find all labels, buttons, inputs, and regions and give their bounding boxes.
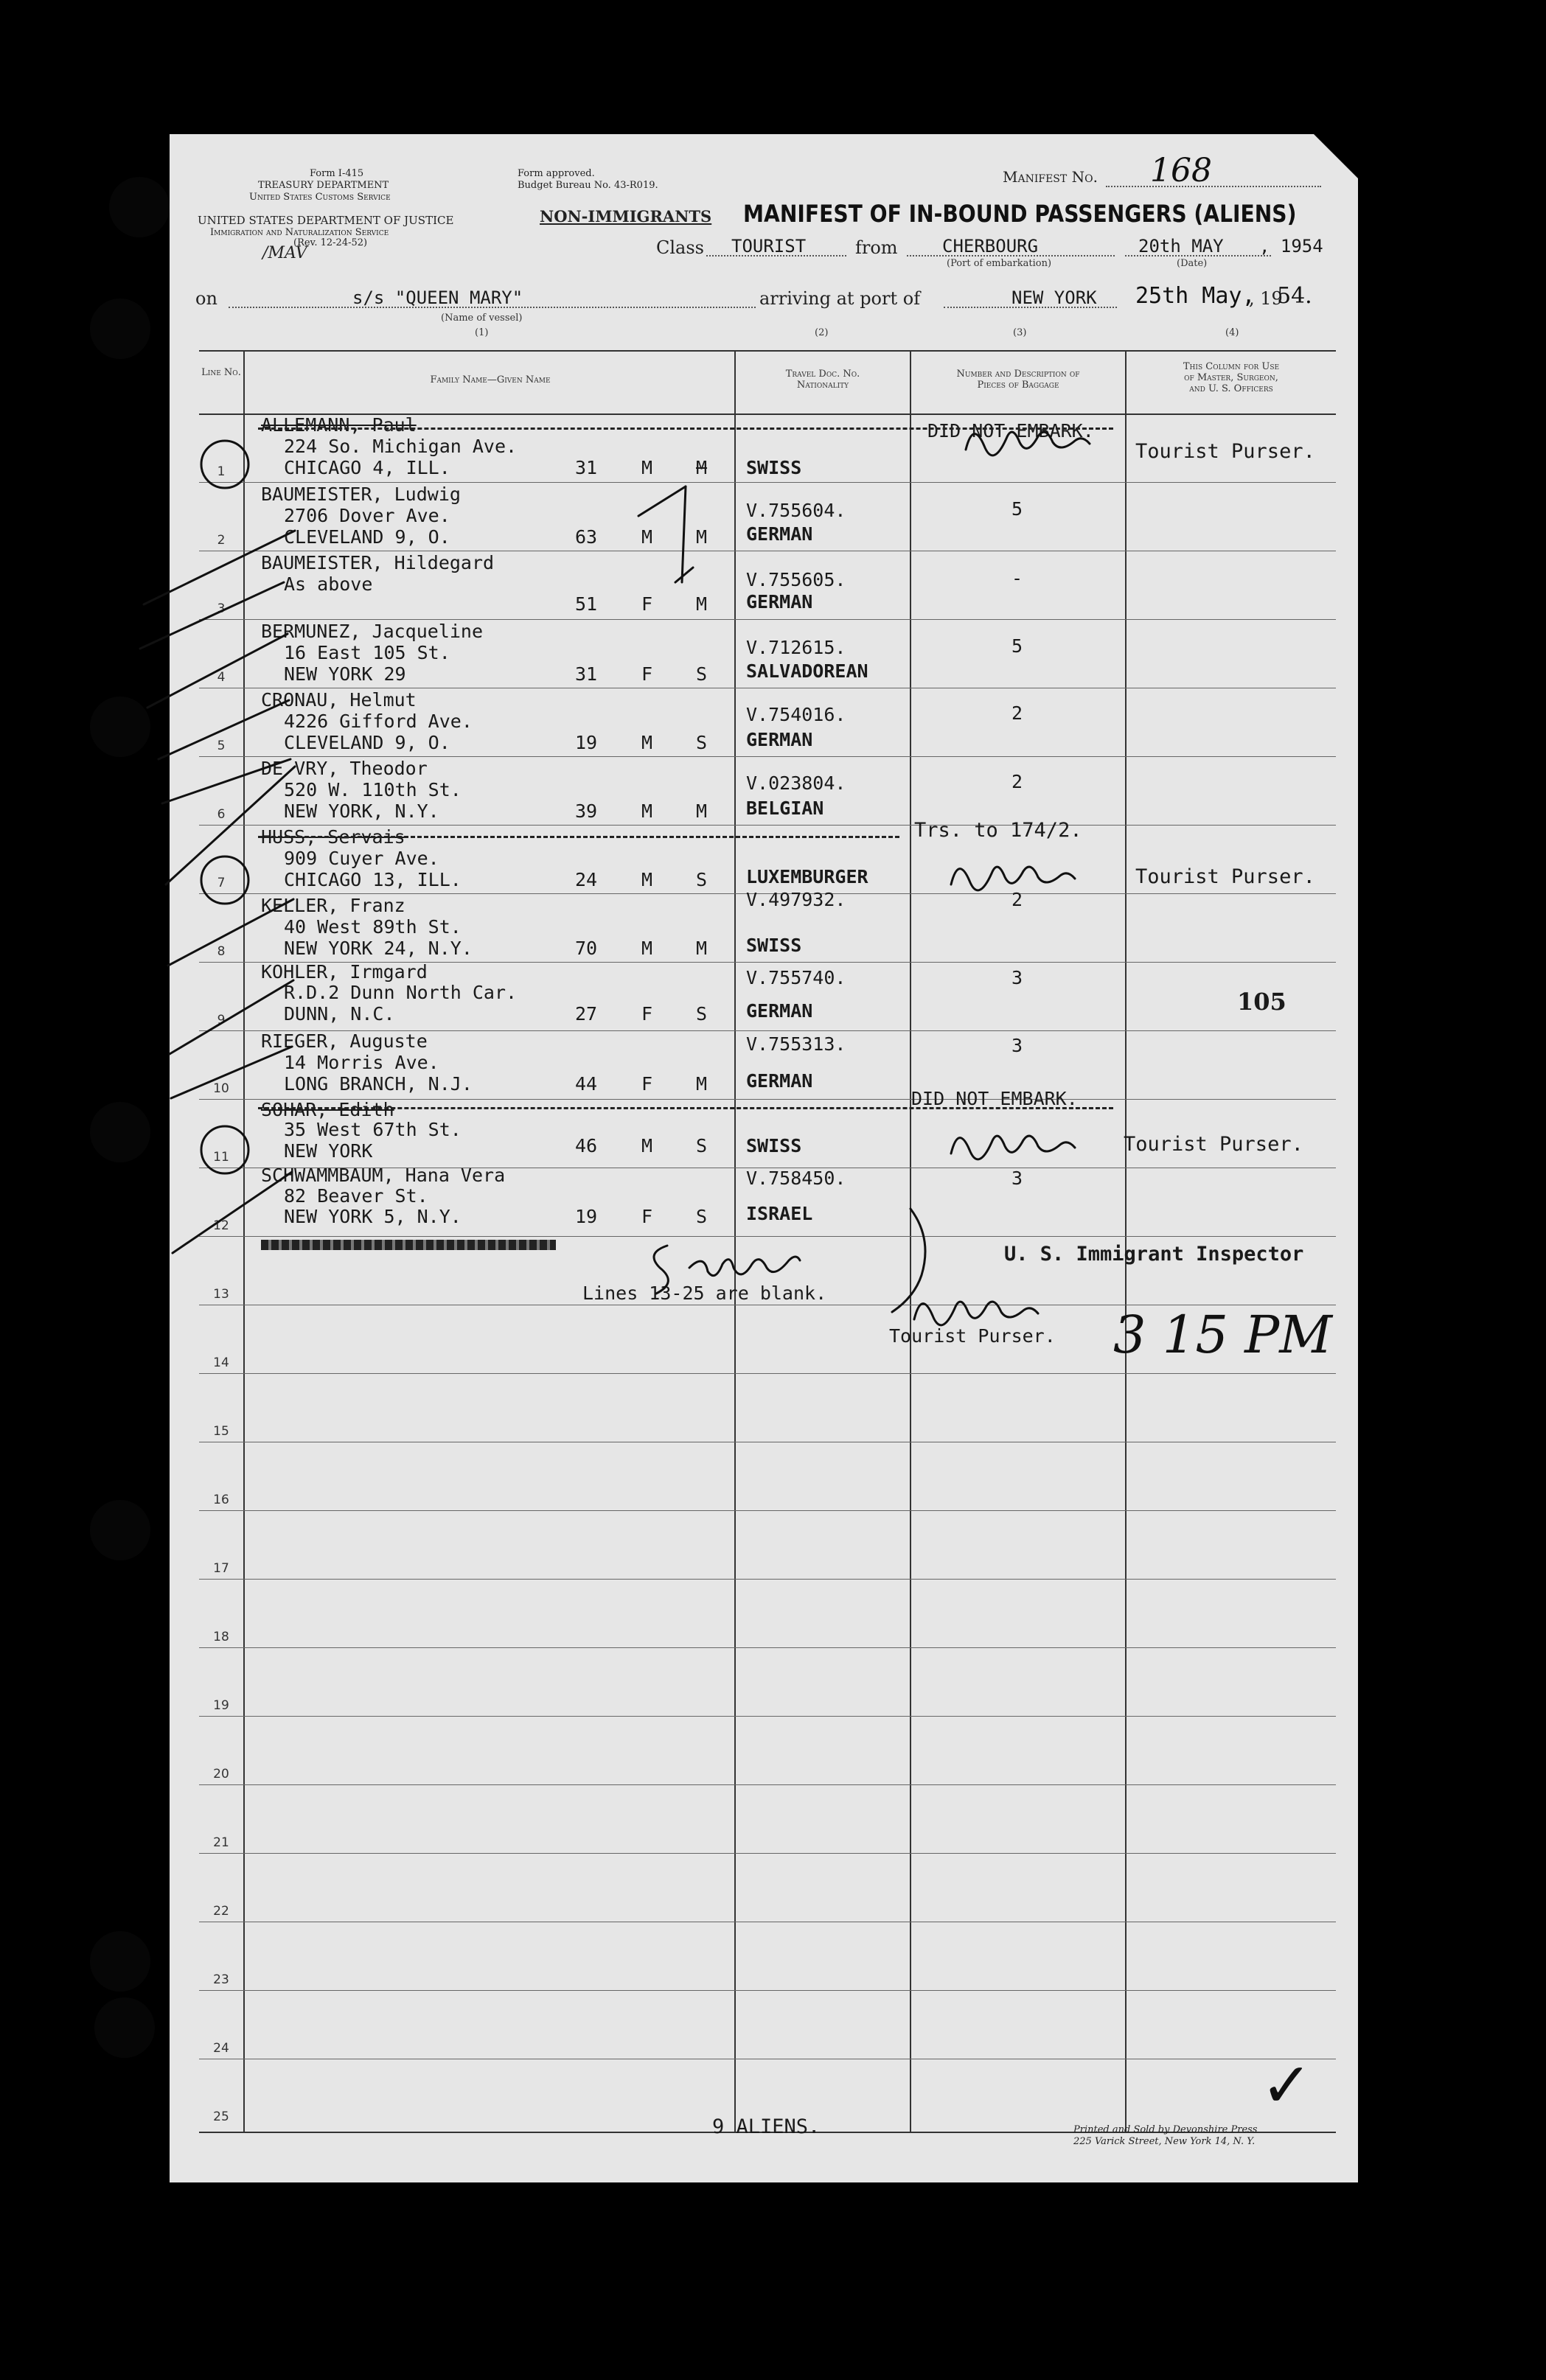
passenger-age: 39 bbox=[575, 800, 598, 822]
baggage-count: 2 bbox=[1011, 889, 1023, 910]
passenger-marital: S bbox=[696, 1135, 708, 1156]
baggage-count: 3 bbox=[1011, 967, 1023, 988]
passenger-city: LONG BRANCH, N.J. bbox=[284, 1073, 473, 1095]
arriving-label: arriving at port of bbox=[759, 288, 921, 309]
passenger-sex: F bbox=[641, 593, 653, 615]
time-stamp: 3 15 PM bbox=[1113, 1305, 1332, 1365]
passenger-sex: F bbox=[641, 1206, 653, 1227]
passenger-city: NEW YORK bbox=[284, 1140, 373, 1162]
passenger-address: 82 Beaver St. bbox=[284, 1185, 428, 1207]
date-value: 20th MAY bbox=[1138, 236, 1224, 257]
col-header-officers-3: and U. S. Officers bbox=[1189, 383, 1273, 394]
revision: (Rev. 12-24-52) bbox=[293, 237, 368, 248]
passenger-age: 31 bbox=[575, 457, 598, 478]
officer-note: Tourist Purser. bbox=[1135, 440, 1315, 463]
col-header-officers-1: This Column for Use bbox=[1183, 361, 1280, 372]
passenger-name: KELLER, Franz bbox=[261, 895, 405, 916]
passenger-age: 19 bbox=[575, 1206, 598, 1227]
class-value: TOURIST bbox=[731, 236, 807, 257]
line-number: 9 bbox=[217, 1013, 226, 1027]
col-num-1: (1) bbox=[475, 327, 489, 338]
passenger-marital: M bbox=[696, 593, 708, 615]
printer-line-2: 225 Varick Street, New York 14, N. Y. bbox=[1073, 2136, 1256, 2147]
line-circle bbox=[201, 856, 248, 904]
passenger-nationality: GERMAN bbox=[746, 1070, 813, 1092]
passenger-nationality: GERMAN bbox=[746, 1000, 813, 1022]
travel-doc: V.755604. bbox=[746, 500, 846, 521]
passenger-sex: F bbox=[641, 1003, 653, 1025]
passenger-address: 35 West 67th St. bbox=[284, 1119, 462, 1140]
line-number: 15 bbox=[213, 1424, 229, 1439]
officer-number: 105 bbox=[1237, 988, 1286, 1016]
baggage-count: 5 bbox=[1011, 635, 1023, 657]
signature-mark bbox=[966, 432, 1090, 456]
line-number: 11 bbox=[213, 1150, 229, 1165]
passenger-marital: M bbox=[696, 800, 708, 822]
baggage-count: 5 bbox=[1011, 498, 1023, 520]
port-value: NEW YORK bbox=[1011, 287, 1097, 308]
passenger-city: CHICAGO 4, ILL. bbox=[284, 457, 450, 478]
passenger-marital: M bbox=[696, 938, 708, 959]
baggage-count: 2 bbox=[1011, 702, 1023, 724]
passenger-name: BAUMEISTER, Ludwig bbox=[261, 484, 461, 505]
col-header-baggage-2: Pieces of Baggage bbox=[977, 380, 1059, 391]
travel-doc: V.758450. bbox=[746, 1168, 846, 1189]
signature-mark bbox=[951, 867, 1075, 890]
col-header-baggage-1: Number and Description of bbox=[956, 369, 1080, 380]
baggage-note: DID NOT EMBARK. bbox=[927, 420, 1094, 442]
col-num-2: (2) bbox=[815, 327, 829, 338]
passenger-address: R.D.2 Dunn North Car. bbox=[284, 982, 518, 1003]
check-tick bbox=[675, 568, 693, 582]
line-number: 17 bbox=[213, 1561, 229, 1576]
passenger-nationality: SWISS bbox=[746, 935, 802, 956]
vessel-caption: (Name of vessel) bbox=[441, 313, 523, 324]
port-caption: (Port of embarkation) bbox=[947, 258, 1052, 269]
baggage-count: - bbox=[1011, 568, 1023, 589]
travel-doc: V.497932. bbox=[746, 889, 846, 910]
margin-tick bbox=[162, 759, 290, 803]
col-num-4: (4) bbox=[1225, 327, 1239, 338]
passenger-name: SOHAR, Edith bbox=[261, 1099, 394, 1120]
passenger-age: 24 bbox=[575, 869, 598, 890]
line-number: 4 bbox=[217, 670, 226, 685]
manifest-number: 168 bbox=[1150, 152, 1212, 189]
col-header-travel-1: Travel Doc. No. bbox=[785, 369, 860, 380]
margin-tick bbox=[159, 700, 289, 759]
passenger-name: DE VRY, Theodor bbox=[261, 758, 428, 779]
budget-bureau: Budget Bureau No. 43-R019. bbox=[518, 180, 658, 191]
baggage-count: 2 bbox=[1011, 771, 1023, 792]
arrival-year: 54. bbox=[1277, 283, 1312, 309]
passenger-name: KOHLER, Irmgard bbox=[261, 961, 428, 983]
class-label: Class bbox=[656, 237, 704, 258]
travel-doc: V.755740. bbox=[746, 967, 846, 988]
passenger-sex: M bbox=[641, 869, 653, 890]
line-number: 6 bbox=[217, 807, 226, 822]
passenger-address: 2706 Dover Ave. bbox=[284, 505, 450, 526]
passenger-sex: M bbox=[641, 800, 653, 822]
passenger-marital: M bbox=[696, 1073, 708, 1095]
baggage-count: 3 bbox=[1011, 1168, 1023, 1189]
line-number: 10 bbox=[213, 1081, 229, 1096]
passenger-address: 14 Morris Ave. bbox=[284, 1052, 439, 1073]
customs-service: United States Customs Service bbox=[249, 192, 391, 203]
signature-mark bbox=[951, 1136, 1075, 1159]
passenger-sex: F bbox=[641, 663, 653, 685]
passenger-nationality: LUXEMBURGER bbox=[746, 866, 868, 887]
passenger-city: CLEVELAND 9, O. bbox=[284, 526, 450, 548]
non-immigrants: NON-IMMIGRANTS bbox=[540, 207, 712, 226]
passenger-name: HUSS, Servais bbox=[261, 826, 405, 848]
form-number: Form I-415 bbox=[310, 168, 364, 179]
margin-tick bbox=[147, 634, 288, 708]
passenger-age: 70 bbox=[575, 938, 598, 959]
passenger-marital: M bbox=[696, 457, 708, 478]
margin-tick bbox=[166, 767, 295, 884]
officer-note: Tourist Purser. bbox=[1135, 865, 1315, 888]
passenger-nationality: GERMAN bbox=[746, 729, 813, 750]
line-number: 12 bbox=[213, 1218, 229, 1233]
form-approved: Form approved. bbox=[518, 168, 595, 179]
passenger-sex: M bbox=[641, 526, 653, 548]
passenger-sex: M bbox=[641, 732, 653, 753]
passenger-name: BAUMEISTER, Hildegard bbox=[261, 552, 495, 573]
check-mark: ✓ bbox=[1261, 2049, 1313, 2121]
passenger-sex: M bbox=[641, 457, 653, 478]
passenger-sex: F bbox=[641, 1073, 653, 1095]
col-header-line: Line No. bbox=[201, 367, 241, 378]
travel-doc: V.712615. bbox=[746, 637, 846, 658]
passenger-name: BERMUNEZ, Jacqueline bbox=[261, 621, 484, 642]
passenger-nationality: GERMAN bbox=[746, 591, 813, 613]
line-number: 14 bbox=[213, 1355, 229, 1370]
check-tick bbox=[682, 486, 686, 582]
line-number: 16 bbox=[213, 1493, 229, 1507]
line-number: 2 bbox=[217, 533, 226, 548]
aliens-count: 9 ALIENS. bbox=[712, 2115, 821, 2138]
passenger-age: 31 bbox=[575, 663, 598, 685]
passenger-marital: S bbox=[696, 663, 708, 685]
passenger-nationality: SWISS bbox=[746, 457, 802, 478]
signature-mark bbox=[654, 1209, 925, 1312]
passenger-age: 46 bbox=[575, 1135, 598, 1156]
passenger-nationality: SWISS bbox=[746, 1135, 802, 1156]
baggage-note: Trs. to 174/2. bbox=[914, 819, 1082, 842]
passenger-marital: M bbox=[696, 526, 708, 548]
line-number: 5 bbox=[217, 739, 226, 753]
line-number: 25 bbox=[213, 2109, 229, 2124]
line-number: 18 bbox=[213, 1630, 229, 1644]
signature-mark bbox=[914, 1302, 1038, 1325]
passenger-sex: M bbox=[641, 938, 653, 959]
year-value: , 1954 bbox=[1259, 236, 1323, 257]
passenger-marital: S bbox=[696, 732, 708, 753]
line-number: 13 bbox=[213, 1287, 229, 1302]
passenger-name: CRONAU, Helmut bbox=[261, 689, 417, 711]
line-number: 7 bbox=[217, 876, 226, 890]
line-number: 23 bbox=[213, 1972, 229, 1987]
passenger-address: 4226 Gifford Ave. bbox=[284, 711, 473, 732]
manifest-title: MANIFEST OF IN-BOUND PASSENGERS (ALIENS) bbox=[743, 200, 1297, 228]
col-header-travel-2: Nationality bbox=[796, 380, 849, 391]
passenger-marital: S bbox=[696, 1206, 708, 1227]
passenger-age: 44 bbox=[575, 1073, 598, 1095]
passenger-nationality: BELGIAN bbox=[746, 798, 824, 819]
passenger-address: 909 Cuyer Ave. bbox=[284, 848, 439, 869]
margin-tick bbox=[168, 899, 293, 966]
margin-tick bbox=[173, 1172, 292, 1253]
passenger-marital: S bbox=[696, 869, 708, 890]
from-value: CHERBOURG bbox=[942, 236, 1039, 257]
on-label: on bbox=[195, 288, 217, 309]
margin-tick bbox=[171, 1047, 292, 1098]
manifest-no-label: Manifest No. bbox=[1003, 168, 1098, 186]
line-number: 21 bbox=[213, 1835, 229, 1850]
margin-tick bbox=[144, 531, 295, 604]
passenger-name: ALLEMANN, Paul bbox=[261, 414, 417, 436]
check-tick bbox=[638, 486, 686, 516]
arrival-date: 25th May, bbox=[1135, 283, 1256, 309]
passenger-name: RIEGER, Auguste bbox=[261, 1030, 428, 1052]
line-number: 22 bbox=[213, 1904, 229, 1919]
line-number: 24 bbox=[213, 2041, 229, 2056]
passenger-address: As above bbox=[284, 573, 373, 595]
line-circle bbox=[201, 1126, 248, 1173]
baggage-note: DID NOT EMBARK. bbox=[911, 1088, 1078, 1109]
lines-blank-note: Lines 13-25 are blank. bbox=[582, 1283, 827, 1304]
passenger-nationality: GERMAN bbox=[746, 523, 813, 545]
officer-note: Tourist Purser. bbox=[1124, 1133, 1303, 1156]
printer-line-1: Printed and Sold by Devonshire Press bbox=[1073, 2124, 1258, 2135]
travel-doc: V.755313. bbox=[746, 1033, 846, 1055]
ins-service: Immigration and Naturalization Service bbox=[210, 227, 389, 238]
treasury-dept: TREASURY DEPARTMENT bbox=[258, 180, 389, 191]
travel-doc: V.023804. bbox=[746, 772, 846, 794]
travel-doc: V.755605. bbox=[746, 569, 846, 590]
baggage-count: 3 bbox=[1011, 1035, 1023, 1056]
line-number: 3 bbox=[217, 601, 226, 616]
passenger-city: NEW YORK 5, N.Y. bbox=[284, 1206, 462, 1227]
line-number: 19 bbox=[213, 1698, 229, 1713]
margin-tick bbox=[140, 582, 284, 649]
from-label: from bbox=[855, 237, 898, 258]
margin-tick bbox=[170, 980, 293, 1054]
passenger-name: SCHWAMMBAUM, Hana Vera bbox=[261, 1165, 506, 1186]
passenger-sex: M bbox=[641, 1135, 653, 1156]
col-num-3: (3) bbox=[1013, 327, 1027, 338]
passenger-nationality: SALVADOREAN bbox=[746, 660, 868, 682]
passenger-city: CLEVELAND 9, O. bbox=[284, 732, 450, 753]
passenger-address: 40 West 89th St. bbox=[284, 916, 462, 938]
justice-dept: UNITED STATES DEPARTMENT OF JUSTICE bbox=[198, 214, 454, 227]
passenger-city: NEW YORK 24, N.Y. bbox=[284, 938, 473, 959]
passenger-age: 27 bbox=[575, 1003, 598, 1025]
passenger-age: 63 bbox=[575, 526, 598, 548]
arrival-year-prefix: , 19 bbox=[1249, 288, 1283, 309]
purser-title: Tourist Purser. bbox=[889, 1325, 1056, 1347]
line-number: 20 bbox=[213, 1767, 229, 1781]
passenger-marital: S bbox=[696, 1003, 708, 1025]
vessel-name: s/s "QUEEN MARY" bbox=[352, 287, 523, 308]
mav-mark: /MAV bbox=[262, 244, 307, 262]
line-number: 8 bbox=[217, 944, 226, 959]
passenger-address: 224 So. Michigan Ave. bbox=[284, 436, 518, 457]
passenger-age: 19 bbox=[575, 732, 598, 753]
travel-doc: V.754016. bbox=[746, 704, 846, 725]
passenger-city: NEW YORK 29 bbox=[284, 663, 406, 685]
line-circle bbox=[201, 441, 248, 488]
inspector-title: U. S. Immigrant Inspector bbox=[1004, 1243, 1304, 1266]
col-header-name: Family Name—Given Name bbox=[430, 374, 551, 385]
passenger-city: CHICAGO 13, ILL. bbox=[284, 869, 462, 890]
passenger-city: DUNN, N.C. bbox=[284, 1003, 395, 1025]
passenger-city: NEW YORK, N.Y. bbox=[284, 800, 439, 822]
passenger-address: 16 East 105 St. bbox=[284, 642, 450, 663]
date-caption: (Date) bbox=[1177, 258, 1208, 269]
passenger-nationality: ISRAEL bbox=[746, 1203, 813, 1224]
col-header-officers-2: of Master, Surgeon, bbox=[1184, 372, 1278, 383]
passenger-age: 51 bbox=[575, 593, 598, 615]
line-number: 1 bbox=[217, 464, 226, 479]
passenger-address: 520 W. 110th St. bbox=[284, 779, 462, 800]
